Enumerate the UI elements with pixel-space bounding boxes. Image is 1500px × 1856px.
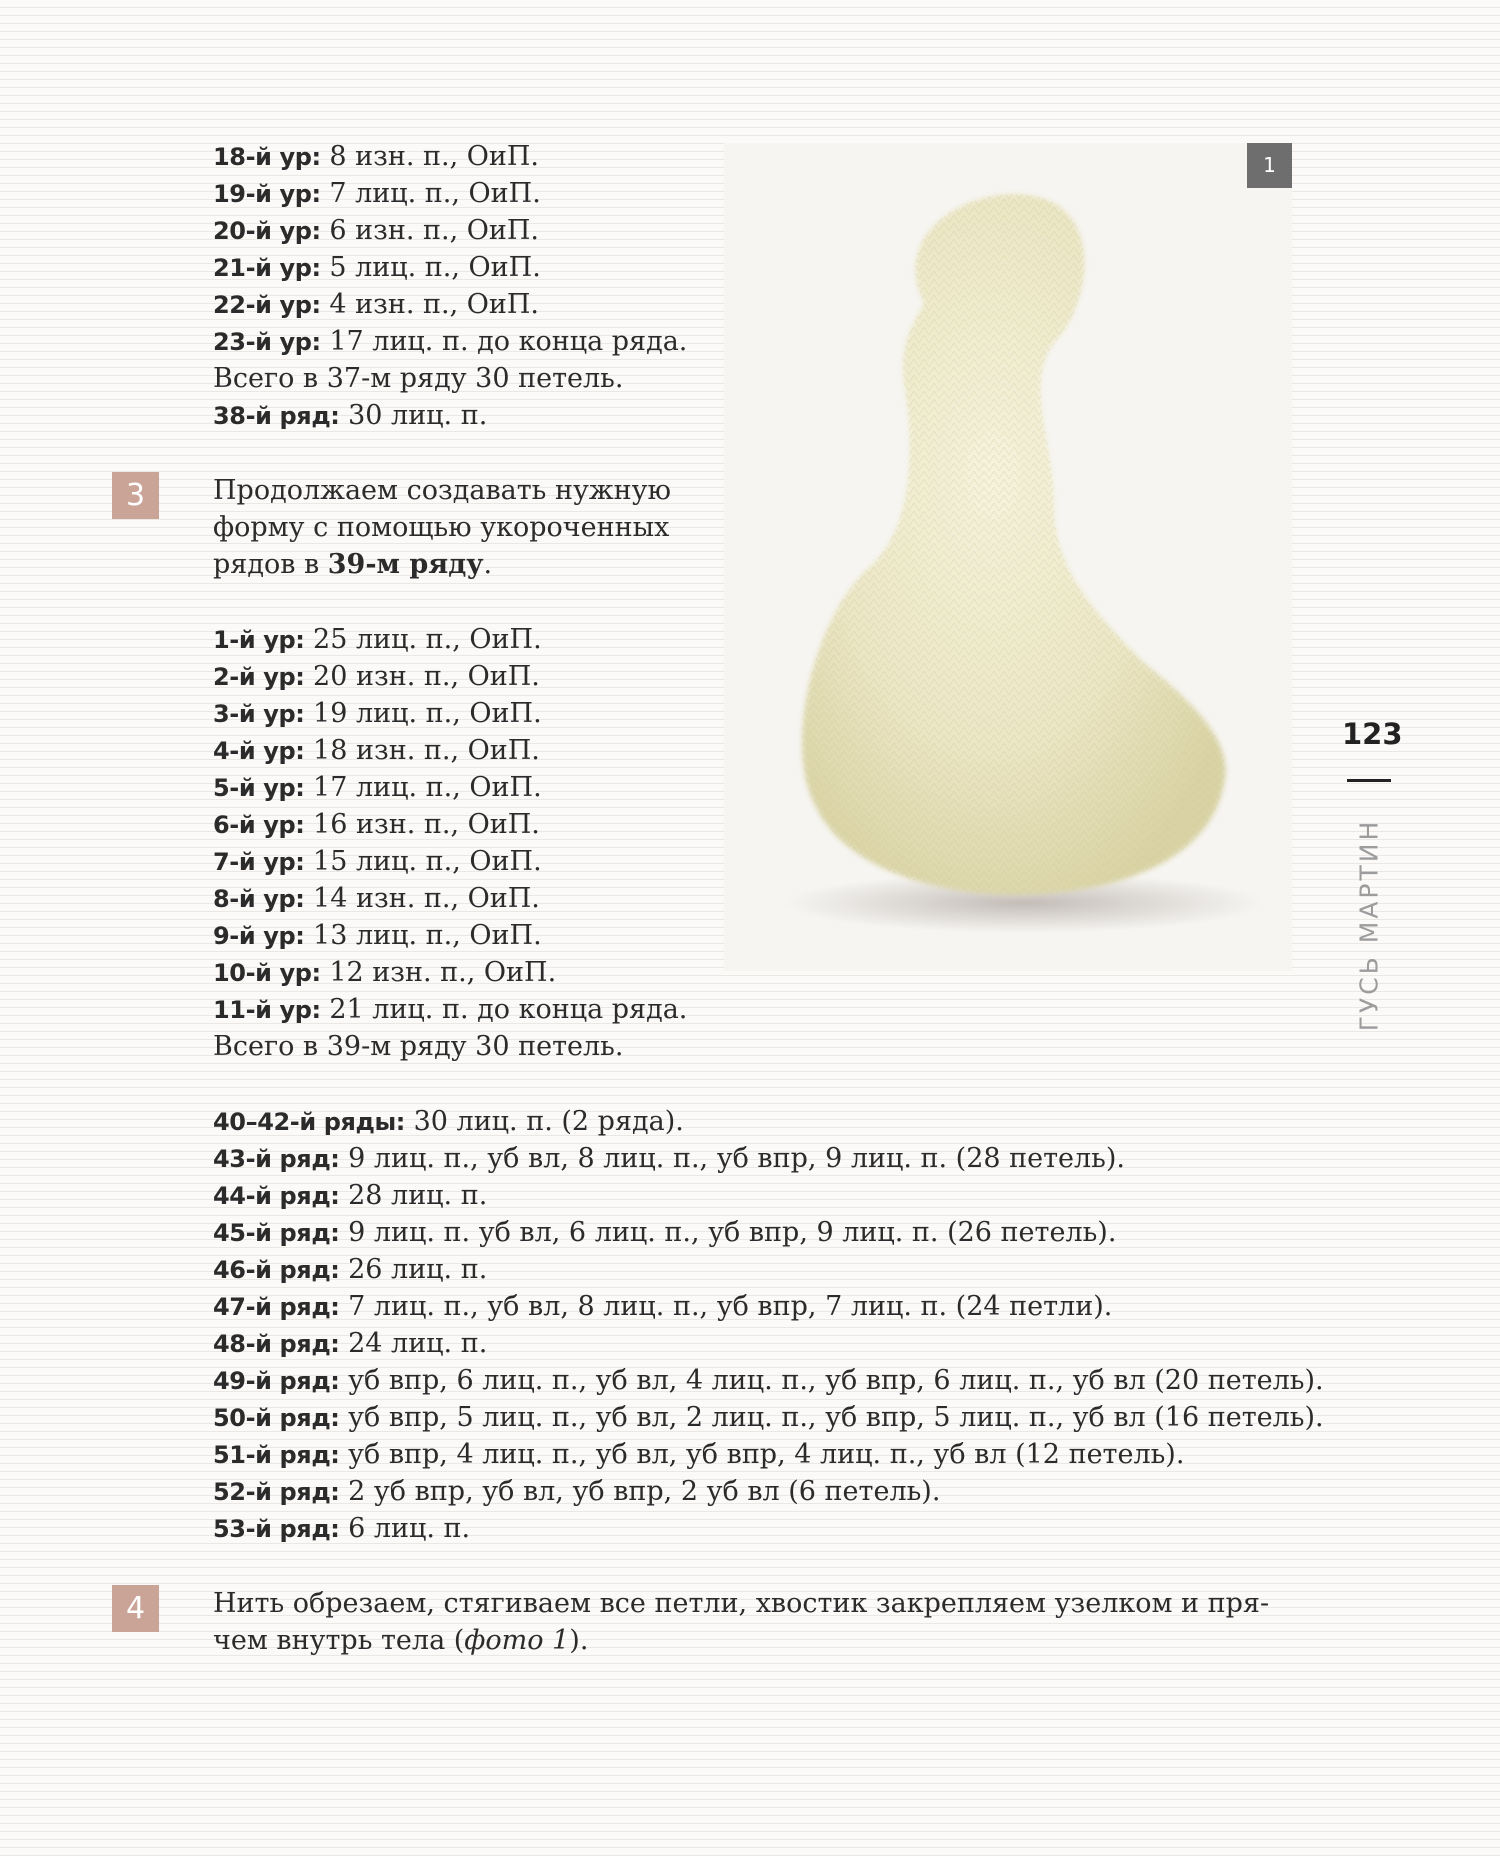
instruction-line: 19-й ур: 7 лиц. п., ОиП. bbox=[213, 178, 541, 209]
paragraph-line: рядов в 39-м ряду. bbox=[213, 549, 493, 580]
instruction-line: 44-й ряд: 28 лиц. п. bbox=[213, 1180, 488, 1211]
instruction-line: 9-й ур: 13 лиц. п., ОиП. bbox=[213, 920, 542, 951]
photo-reference: фото 1 bbox=[464, 1625, 570, 1656]
paragraph-line: чем внутрь тела (фото 1). bbox=[213, 1625, 589, 1656]
instruction-line: 48-й ряд: 24 лиц. п. bbox=[213, 1328, 488, 1359]
instruction-line: 20-й ур: 6 изн. п., ОиП. bbox=[213, 215, 539, 246]
instruction-line: 8-й ур: 14 изн. п., ОиП. bbox=[213, 883, 540, 914]
step-number-badge: 4 bbox=[112, 1585, 159, 1632]
instruction-line: 21-й ур: 5 лиц. п., ОиП. bbox=[213, 252, 541, 283]
instruction-line: 5-й ур: 17 лиц. п., ОиП. bbox=[213, 772, 542, 803]
instruction-line: 2-й ур: 20 изн. п., ОиП. bbox=[213, 661, 540, 692]
instruction-line: 51-й ряд: уб впр, 4 лиц. п., уб вл, уб впр, 4 лиц. п., уб вл (12 петель). bbox=[213, 1439, 1185, 1470]
instruction-line: 49-й ряд: уб впр, 6 лиц. п., уб вл, 4 лиц. п., уб впр, 6 лиц. п., уб вл (20 петель). bbox=[213, 1365, 1324, 1396]
instruction-line: 46-й ряд: 26 лиц. п. bbox=[213, 1254, 488, 1285]
instruction-line: 1-й ур: 25 лиц. п., ОиП. bbox=[213, 624, 542, 655]
instruction-line: Всего в 37-м ряду 30 петель. bbox=[213, 363, 624, 394]
running-title: ГУСЬ МАРТИН bbox=[1354, 818, 1384, 1032]
paragraph-line: Нить обрезаем, стягиваем все петли, хвостик закрепляем узелком и пря- bbox=[213, 1588, 1270, 1619]
page-number: 123 bbox=[1342, 717, 1403, 751]
instruction-line: 11-й ур: 21 лиц. п. до конца ряда. bbox=[213, 994, 688, 1025]
instruction-line: 38-й ряд: 30 лиц. п. bbox=[213, 400, 488, 431]
page-number-rule bbox=[1347, 779, 1391, 782]
paragraph-line: Продолжаем создавать нужную bbox=[213, 475, 672, 506]
instruction-line: Всего в 39-м ряду 30 петель. bbox=[213, 1031, 624, 1062]
instruction-line: 18-й ур: 8 изн. п., ОиП. bbox=[213, 141, 539, 172]
instruction-line: 6-й ур: 16 изн. п., ОиП. bbox=[213, 809, 540, 840]
photo-number-badge: 1 bbox=[1247, 143, 1292, 188]
instruction-line: 3-й ур: 19 лиц. п., ОиП. bbox=[213, 698, 542, 729]
instruction-line: 50-й ряд: уб впр, 5 лиц. п., уб вл, 2 лиц. п., уб впр, 5 лиц. п., уб вл (16 петель). bbox=[213, 1402, 1324, 1433]
paragraph-line: форму с помощью укороченных bbox=[213, 512, 670, 543]
instruction-line: 23-й ур: 17 лиц. п. до конца ряда. bbox=[213, 326, 688, 357]
instruction-line: 53-й ряд: 6 лиц. п. bbox=[213, 1513, 471, 1544]
instruction-line: 52-й ряд: 2 уб впр, уб вл, уб впр, 2 уб вл (6 петель). bbox=[213, 1476, 941, 1507]
instruction-line: 10-й ур: 12 изн. п., ОиП. bbox=[213, 957, 557, 988]
instruction-line: 4-й ур: 18 изн. п., ОиП. bbox=[213, 735, 540, 766]
knitted-goose-body-image bbox=[724, 143, 1292, 971]
bold-row-reference: 39-м ряду bbox=[327, 549, 484, 580]
instruction-line: 47-й ряд: 7 лиц. п., уб вл, 8 лиц. п., уб впр, 7 лиц. п. (24 петли). bbox=[213, 1291, 1113, 1322]
instruction-line: 40–42-й ряды: 30 лиц. п. (2 ряда). bbox=[213, 1106, 684, 1137]
instruction-line: 45-й ряд: 9 лиц. п. уб вл, 6 лиц. п., уб впр, 9 лиц. п. (26 петель). bbox=[213, 1217, 1117, 1248]
step-number-badge: 3 bbox=[112, 472, 159, 519]
instruction-line: 7-й ур: 15 лиц. п., ОиП. bbox=[213, 846, 542, 877]
goose-body-photo bbox=[724, 143, 1292, 971]
instruction-line: 43-й ряд: 9 лиц. п., уб вл, 8 лиц. п., уб впр, 9 лиц. п. (28 петель). bbox=[213, 1143, 1125, 1174]
instruction-line: 22-й ур: 4 изн. п., ОиП. bbox=[213, 289, 539, 320]
